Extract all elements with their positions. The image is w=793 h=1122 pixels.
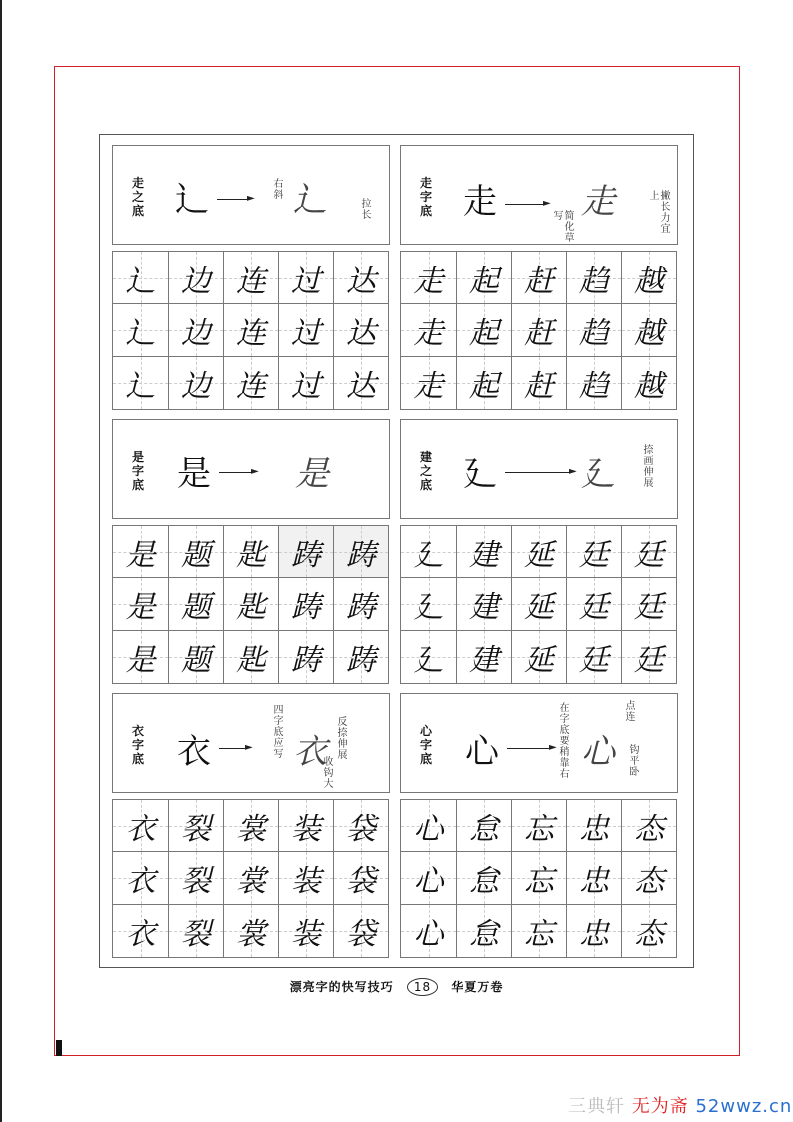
- arrow-line: [505, 472, 571, 473]
- corner-mark: [56, 1040, 62, 1056]
- panel-title: 走字底: [419, 176, 432, 218]
- grid-cell: 辶: [113, 304, 169, 357]
- grid-cell: 趋: [567, 357, 622, 410]
- watermark-url: 52wwz.cn: [695, 1096, 793, 1117]
- panel-header: [112, 419, 390, 519]
- demo-char-original: 走: [463, 182, 497, 222]
- arrow-line: [507, 748, 551, 749]
- grid-cell: 题: [169, 526, 224, 578]
- arrow-head-icon: ►: [569, 466, 577, 477]
- panel-title: 建之底: [419, 450, 432, 492]
- arrow-line: [505, 204, 545, 205]
- note: 钩平卧: [627, 744, 638, 777]
- grid-cell: 忘: [512, 800, 567, 852]
- panel-title: 是字底: [131, 450, 144, 492]
- note: 撇长力宜上: [647, 190, 669, 234]
- grid-cell: 踌: [279, 631, 334, 684]
- panel-zou-zhi-di: [112, 145, 392, 415]
- grid-cell: 趋: [567, 252, 622, 304]
- grid-cell: 袋: [334, 905, 389, 958]
- grid-cell: 裂: [169, 800, 224, 852]
- demo-char-original: 心: [465, 732, 499, 772]
- grid-cell: 裳: [224, 905, 279, 958]
- grid-cell: 赶: [512, 304, 567, 357]
- note: 拉长: [359, 198, 370, 220]
- grid-cell: 忠: [567, 800, 622, 852]
- grid-cell: 衣: [113, 800, 169, 852]
- grid-cell: 辶: [113, 357, 169, 410]
- note: 简化草写: [551, 210, 573, 243]
- grid-cell: 连: [224, 304, 279, 357]
- arrow-head-icon: ►: [247, 193, 255, 204]
- left-margin-rule: [0, 0, 2, 1122]
- grid-cell: 过: [279, 252, 334, 304]
- grid-cell: 起: [457, 357, 512, 410]
- panel-shi-zi-di: [112, 419, 392, 689]
- grid-cell: 建: [457, 578, 512, 631]
- grid-cell: 裂: [169, 905, 224, 958]
- grid-cell: 辶: [113, 252, 169, 304]
- demo-char-cursive: 辶: [293, 180, 327, 220]
- grid-cell: 越: [622, 304, 677, 357]
- grid-cell: 忘: [512, 905, 567, 958]
- grid-cell: 起: [457, 252, 512, 304]
- grid-cell: 走: [401, 304, 457, 357]
- grid-cell: 趋: [567, 304, 622, 357]
- grid-cell: 裂: [169, 852, 224, 905]
- grid-cell: 建: [457, 526, 512, 578]
- practice-grid: [400, 251, 677, 410]
- grid-cell: 走: [401, 357, 457, 410]
- grid-cell: 达: [334, 357, 389, 410]
- panel-header: [400, 419, 678, 519]
- grid-cell: 装: [279, 800, 334, 852]
- panel-title: 心字底: [419, 724, 432, 766]
- grid-cell: 走: [401, 252, 457, 304]
- demo-char-original: 辶: [175, 180, 209, 220]
- practice-grid: [400, 799, 677, 958]
- grid-cell: 衣: [113, 852, 169, 905]
- panel-title: 走之底: [131, 176, 144, 218]
- panel-header: [400, 693, 678, 793]
- note: 反捺伸展: [335, 716, 346, 760]
- grid-cell: 是: [113, 631, 169, 684]
- grid-cell: 延: [512, 526, 567, 578]
- grid-cell: 过: [279, 357, 334, 410]
- grid-cell: 心: [401, 852, 457, 905]
- grid-cell: 廴: [401, 631, 457, 684]
- panel-zou-zi-di: [400, 145, 680, 415]
- demo-char-cursive: 心: [581, 732, 615, 772]
- practice-grid: [112, 525, 389, 684]
- grid-cell: 廴: [401, 578, 457, 631]
- watermark-grey: 三典轩: [568, 1096, 625, 1117]
- grid-cell: 踌: [334, 526, 389, 578]
- grid-cell: 越: [622, 252, 677, 304]
- panel-jian-zhi-di: [400, 419, 680, 689]
- grid-cell: 题: [169, 578, 224, 631]
- arrow-line: [219, 472, 253, 473]
- grid-cell: 心: [401, 905, 457, 958]
- note: 点连: [623, 700, 634, 722]
- grid-cell: 越: [622, 357, 677, 410]
- grid-cell: 赶: [512, 252, 567, 304]
- grid-cell: 匙: [224, 578, 279, 631]
- arrow-head-icon: ►: [245, 742, 253, 753]
- demo-char-cursive: 廴: [581, 454, 615, 494]
- grid-cell: 题: [169, 631, 224, 684]
- note: 捺画伸展: [641, 444, 652, 488]
- grid-cell: 怠: [457, 852, 512, 905]
- grid-cell: 边: [169, 357, 224, 410]
- panel-header: [112, 693, 390, 793]
- grid-cell: 是: [113, 526, 169, 578]
- publisher: 华夏万卷: [451, 980, 504, 994]
- grid-cell: 态: [622, 800, 677, 852]
- arrow-line: [219, 748, 247, 749]
- demo-char-cursive: 是: [295, 454, 329, 494]
- grid-cell: 装: [279, 852, 334, 905]
- grid-cell: 忠: [567, 905, 622, 958]
- arrow-head-icon: ►: [251, 466, 259, 477]
- grid-cell: 边: [169, 304, 224, 357]
- panel-header: [400, 145, 678, 245]
- grid-cell: 踌: [334, 578, 389, 631]
- grid-cell: 是: [113, 578, 169, 631]
- grid-cell: 廷: [567, 526, 622, 578]
- practice-sheet: [99, 134, 694, 968]
- grid-cell: 连: [224, 357, 279, 410]
- grid-cell: 踌: [334, 631, 389, 684]
- demo-char-cursive: 衣: [293, 732, 327, 772]
- grid-cell: 匙: [224, 631, 279, 684]
- grid-cell: 廴: [401, 526, 457, 578]
- grid-cell: 延: [512, 578, 567, 631]
- watermark-red: 无为斋: [631, 1096, 689, 1117]
- page-number: 18: [407, 978, 438, 996]
- note: 收钩大: [321, 756, 332, 789]
- demo-char-original: 是: [177, 454, 211, 494]
- grid-cell: 怠: [457, 800, 512, 852]
- grid-cell: 赶: [512, 357, 567, 410]
- grid-cell: 袋: [334, 852, 389, 905]
- demo-char-original: 廴: [463, 454, 497, 494]
- grid-cell: 廷: [567, 631, 622, 684]
- panel-xin-zi-di: [400, 693, 680, 963]
- grid-cell: 裳: [224, 800, 279, 852]
- arrow-line: [217, 199, 249, 200]
- grid-cell: 匙: [224, 526, 279, 578]
- note: 四字底应写: [271, 704, 282, 759]
- grid-cell: 态: [622, 852, 677, 905]
- practice-grid: [112, 251, 389, 410]
- grid-cell: 廷: [622, 578, 677, 631]
- arrow-head-icon: ►: [549, 742, 557, 753]
- note: 右斜: [271, 178, 282, 200]
- grid-cell: 连: [224, 252, 279, 304]
- grid-cell: 袋: [334, 800, 389, 852]
- demo-char-cursive: 走: [581, 182, 615, 222]
- grid-cell: 忠: [567, 852, 622, 905]
- grid-cell: 装: [279, 905, 334, 958]
- panel-title: 衣字底: [131, 724, 144, 766]
- practice-grid: [112, 799, 389, 958]
- panel-yi-zi-di: [112, 693, 392, 963]
- grid-cell: 裳: [224, 852, 279, 905]
- grid-cell: 衣: [113, 905, 169, 958]
- grid-cell: 廷: [622, 631, 677, 684]
- page-footer: [0, 978, 793, 996]
- grid-cell: 心: [401, 800, 457, 852]
- note: 在字底要稍靠右: [557, 702, 568, 779]
- grid-cell: 延: [512, 631, 567, 684]
- grid-cell: 廷: [622, 526, 677, 578]
- grid-cell: 态: [622, 905, 677, 958]
- arrow-head-icon: ►: [543, 198, 551, 209]
- grid-cell: 踌: [279, 578, 334, 631]
- grid-cell: 建: [457, 631, 512, 684]
- grid-cell: 忘: [512, 852, 567, 905]
- demo-char-original: 衣: [177, 732, 211, 772]
- grid-cell: 踌: [279, 526, 334, 578]
- grid-cell: 怠: [457, 905, 512, 958]
- grid-cell: 过: [279, 304, 334, 357]
- grid-cell: 达: [334, 252, 389, 304]
- practice-grid: [400, 525, 677, 684]
- grid-cell: 边: [169, 252, 224, 304]
- grid-cell: 达: [334, 304, 389, 357]
- grid-cell: 起: [457, 304, 512, 357]
- book-title: 漂亮字的快写技巧: [289, 980, 394, 994]
- watermark: [568, 1092, 792, 1118]
- grid-cell: 廷: [567, 578, 622, 631]
- panel-header: [112, 145, 390, 245]
